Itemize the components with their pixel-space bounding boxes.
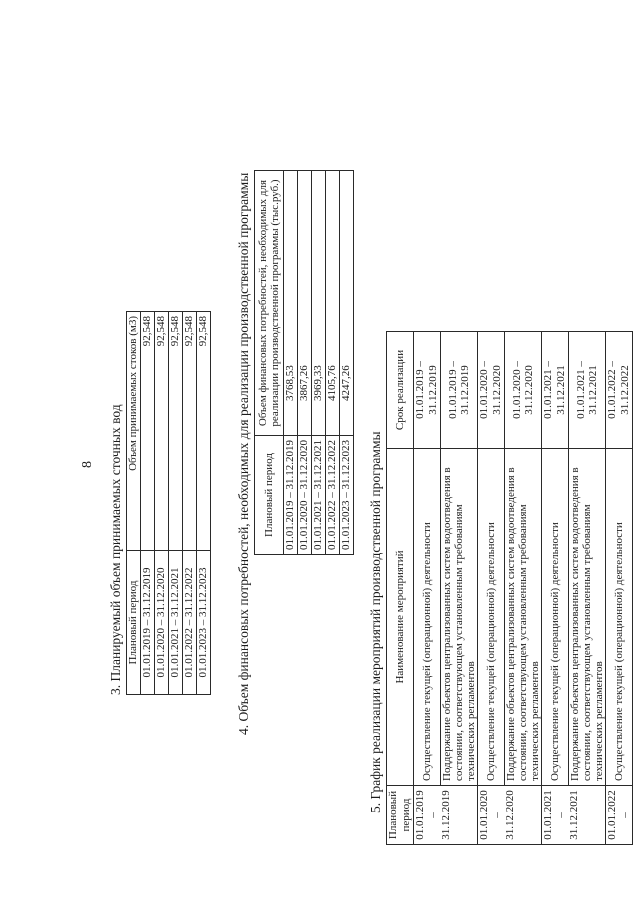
table-row xyxy=(606,332,633,845)
column-header-activity: Наименование мероприятий xyxy=(387,449,414,786)
term-cell: 01.01.2019 – 31.12.2019 xyxy=(441,332,478,449)
volume-cell: 92,548 xyxy=(169,312,183,551)
period-cell: 01.01.2021 – 31.12.2021 xyxy=(542,786,606,845)
table-row xyxy=(340,171,354,555)
volume-cell: 92,548 xyxy=(197,312,211,551)
volume-cell: 92,548 xyxy=(183,312,197,551)
column-header-volume: Объем принимаемых стоков (м3) xyxy=(127,312,141,551)
period-cell: 01.01.2022 – 31.12.2022 xyxy=(326,436,340,555)
table-row xyxy=(298,171,312,555)
volume-cell: 92,548 xyxy=(141,312,155,551)
wastewater-volume-table xyxy=(126,311,211,695)
column-header-period: Плановый период xyxy=(255,436,284,555)
amount-cell: 3969,33 xyxy=(312,171,326,436)
activity-cell: Осуществление текущей (операционной) деятельности xyxy=(478,449,505,786)
activity-cell: Осуществление текущей (операционной) деятельности xyxy=(414,449,441,786)
table-row xyxy=(197,312,211,695)
activity-cell: Поддержание объектов централизованных систем водоотведения в состоянии, соответствующем установленным требованиям технических регламентов xyxy=(569,449,606,786)
activity-cell: Осуществление текущей (операционной) деятельности xyxy=(606,449,633,786)
amount-cell: 3867,26 xyxy=(298,171,312,436)
term-cell: 01.01.2022 – 31.12.2022 xyxy=(606,332,633,449)
term-cell: 01.01.2019 – 31.12.2019 xyxy=(414,332,441,449)
column-header-period: Плановый период xyxy=(387,786,414,845)
period-cell: 01.01.2019 – 31.12.2019 xyxy=(284,436,298,555)
table-row xyxy=(155,312,169,695)
section-3-heading: 3. Планируемый объем принимаемых сточных вод xyxy=(108,404,123,695)
table-row xyxy=(169,312,183,695)
activity-cell: Поддержание объектов централизованных систем водоотведения в состоянии, соответствующем установленным требованиям технических регламентов xyxy=(505,449,542,786)
period-cell: 01.01.2021 – 31.12.2021 xyxy=(312,436,326,555)
period-cell: 01.01.2023 – 31.12.2023 xyxy=(340,436,354,555)
period-cell: 01.01.2020 – 31.12.2020 xyxy=(298,436,312,555)
period-cell: 01.01.2020 – 31.12.2020 xyxy=(155,551,169,695)
period-cell: 01.01.2020 – 31.12.2020 xyxy=(478,786,542,845)
financial-needs-table xyxy=(254,170,354,555)
table-row xyxy=(505,332,542,845)
period-cell: 01.01.2023 – 31.12.2023 xyxy=(197,551,211,695)
amount-cell: 4105,76 xyxy=(326,171,340,436)
table-header-row xyxy=(127,312,141,695)
table-header-row xyxy=(387,332,414,845)
term-cell: 01.01.2021 – 31.12.2021 xyxy=(542,332,569,449)
activity-cell: Осуществление текущей (операционной) деятельности xyxy=(542,449,569,786)
table-row xyxy=(312,171,326,555)
period-cell: 01.01.2022 – xyxy=(606,786,633,845)
period-cell: 01.01.2019 – 31.12.2019 xyxy=(414,786,478,845)
table-row xyxy=(569,332,606,845)
table-row xyxy=(441,332,478,845)
period-cell: 01.01.2021 – 31.12.2021 xyxy=(169,551,183,695)
table-row xyxy=(183,312,197,695)
activity-cell: Поддержание объектов централизованных систем водоотведения в состоянии, соответствующем установленным требованиям технических регламентов xyxy=(441,449,478,786)
term-cell: 01.01.2020 – 31.12.2020 xyxy=(478,332,505,449)
activities-schedule-table xyxy=(386,331,633,845)
section-5-heading: 5. График реализации мероприятий производственной программы xyxy=(368,431,383,813)
column-header-period: Плановый период xyxy=(127,551,141,695)
table-row xyxy=(414,332,441,845)
section-4-heading: 4. Объем финансовых потребностей, необходимых для реализации производственной программы xyxy=(236,172,251,735)
period-cell: 01.01.2022 – 31.12.2022 xyxy=(183,551,197,695)
page-number: 8 xyxy=(80,461,95,468)
volume-cell: 92,548 xyxy=(155,312,169,551)
column-header-term: Срок реализации xyxy=(387,332,414,449)
table-row xyxy=(478,332,505,845)
column-header-financial: Объем финансовых потребностей, необходимых для реализации производственной программы (тыс.руб.) xyxy=(255,171,284,436)
table-row xyxy=(326,171,340,555)
amount-cell: 4247,26 xyxy=(340,171,354,436)
table-row xyxy=(542,332,569,845)
period-cell: 01.01.2019 – 31.12.2019 xyxy=(141,551,155,695)
table-header-row xyxy=(255,171,284,555)
table-row xyxy=(284,171,298,555)
amount-cell: 3768,53 xyxy=(284,171,298,436)
term-cell: 01.01.2020 – 31.12.2020 xyxy=(505,332,542,449)
term-cell: 01.01.2021 – 31.12.2021 xyxy=(569,332,606,449)
table-row xyxy=(141,312,155,695)
